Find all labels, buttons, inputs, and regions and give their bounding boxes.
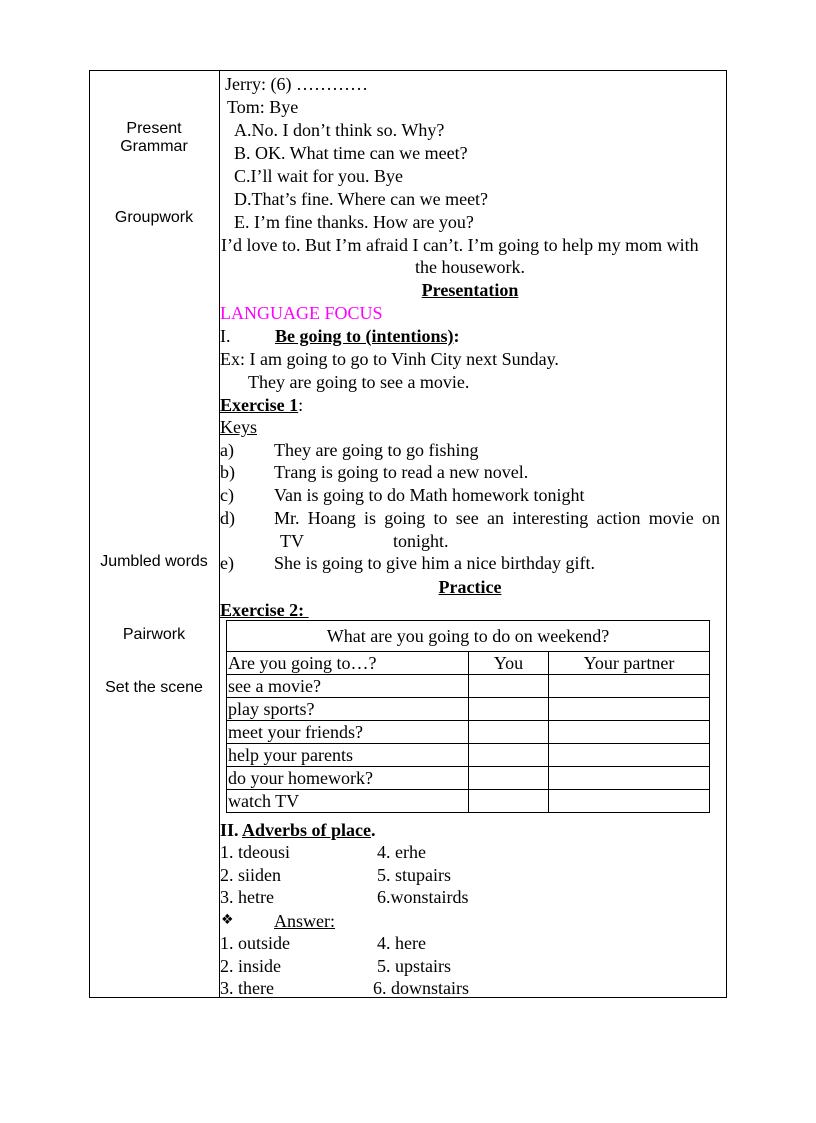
option-a: A.No. I don’t think so. Why?: [234, 120, 445, 140]
key-e-text: She is going to give him a nice birthday gift.: [274, 553, 595, 573]
diamond-bullet-icon: ❖: [221, 912, 234, 928]
table-row: [227, 675, 710, 698]
row-you-cell: [469, 698, 549, 721]
exercise-1-colon: :: [298, 395, 304, 415]
practice-heading: Practice: [438, 577, 502, 597]
key-d-text: Mr. Hoang is going to see an interesting action movie on: [274, 508, 720, 528]
exercise-1-title: [220, 394, 303, 416]
row-you-cell: [469, 721, 549, 744]
row-partner-cell: [549, 790, 710, 813]
dialogue-tom: Tom: Bye: [227, 97, 299, 117]
section-2-period: .: [371, 820, 376, 840]
example-line-1: Ex: I am going to go to Vinh City next Sunday.: [220, 349, 559, 369]
label-present: Present: [126, 120, 182, 137]
option-d: D.That’s fine. Where can we meet?: [234, 189, 489, 209]
row-you-cell: [469, 790, 549, 813]
row-activity: watch TV: [227, 790, 469, 813]
language-focus-heading: LANGUAGE FOCUS: [220, 303, 383, 323]
key-d-letter: d): [220, 508, 235, 528]
option-e: E. I’m fine thanks. How are you?: [234, 212, 474, 232]
jumbled-4: 4. erhe: [377, 842, 426, 862]
key-c-text: Van is going to do Math homework tonight: [274, 485, 585, 505]
example-line-2: They are going to see a movie.: [248, 372, 470, 392]
answer-3: 3. there: [220, 978, 274, 998]
row-partner-cell: [549, 675, 710, 698]
exercise-2-title: Exercise 2:: [220, 600, 309, 620]
key-d-continuation-tv: TV: [280, 531, 304, 551]
row-you-cell: [469, 675, 549, 698]
section-1-colon: :: [453, 326, 460, 346]
row-you-cell: [469, 744, 549, 767]
row-activity: do your homework?: [227, 767, 469, 790]
label-grammar: Grammar: [120, 138, 188, 155]
keys-label: Keys: [220, 417, 257, 437]
key-d-continuation-tonight: tonight.: [393, 531, 449, 551]
row-partner-cell: [549, 721, 710, 744]
presentation-heading: Presentation: [421, 280, 519, 300]
answer-6: 6. downstairs: [373, 978, 469, 998]
key-b-text: Trang is going to read a new novel.: [274, 462, 529, 482]
row-partner-cell: [549, 767, 710, 790]
answer-line-1: I’d love to. But I’m afraid I can’t. I’m going to help my mom with: [221, 235, 699, 255]
section-2-title: [220, 819, 376, 841]
section-1-title: [275, 325, 460, 347]
table-row: [227, 767, 710, 790]
table-row: [227, 744, 710, 767]
table-caption-row: [227, 621, 710, 652]
key-a-text: They are going to go fishing: [274, 440, 479, 460]
section-2-title-text: Adverbs of place: [242, 820, 372, 840]
row-activity: play sports?: [227, 698, 469, 721]
row-partner-cell: [549, 698, 710, 721]
jumbled-1: 1. tdeousi: [220, 842, 290, 862]
section-1-title-text: Be going to (intentions): [275, 326, 454, 346]
answer-2: 2. inside: [220, 956, 281, 976]
table-row: [227, 721, 710, 744]
label-pairwork: Pairwork: [122, 626, 186, 643]
exercise-2-table: [226, 620, 710, 813]
key-e-letter: e): [220, 553, 234, 573]
header-you: You: [469, 652, 549, 675]
option-c: C.I’ll wait for you. Bye: [234, 166, 403, 186]
table-caption: What are you going to do on weekend?: [227, 621, 710, 652]
label-groupwork: Groupwork: [114, 209, 194, 226]
jumbled-5: 5. stupairs: [377, 865, 451, 885]
answer-4: 4. here: [377, 933, 426, 953]
answer-line-2: the housework.: [415, 257, 525, 277]
answer-1: 1. outside: [220, 933, 290, 953]
jumbled-3: 3. hetre: [220, 887, 274, 907]
answer-label: Answer:: [274, 911, 335, 931]
table-row: [227, 790, 710, 813]
label-jumbled-words: Jumbled words: [100, 553, 208, 570]
label-set-the-scene: Set the scene: [105, 679, 203, 696]
header-partner: Your partner: [549, 652, 710, 675]
label-present-grammar: [90, 120, 218, 156]
option-b: B. OK. What time can we meet?: [234, 143, 468, 163]
jumbled-2: 2. siiden: [220, 865, 281, 885]
row-activity: see a movie?: [227, 675, 469, 698]
key-b-letter: b): [220, 462, 235, 482]
row-activity: help your parents: [227, 744, 469, 767]
exercise-1-title-text: Exercise 1: [220, 395, 299, 415]
key-c-letter: c): [220, 485, 234, 505]
table-header-row: [227, 652, 710, 675]
key-a-letter: a): [220, 440, 234, 460]
row-partner-cell: [549, 744, 710, 767]
jumbled-6: 6.wonstairds: [377, 887, 469, 907]
answer-5: 5. upstairs: [377, 956, 451, 976]
section-2-number: II.: [220, 820, 243, 840]
dialogue-jerry: Jerry: (6) …………: [225, 74, 368, 94]
table-row: [227, 698, 710, 721]
row-activity: meet your friends?: [227, 721, 469, 744]
section-1-number: I.: [220, 326, 231, 346]
row-you-cell: [469, 767, 549, 790]
header-question: Are you going to…?: [227, 652, 469, 675]
